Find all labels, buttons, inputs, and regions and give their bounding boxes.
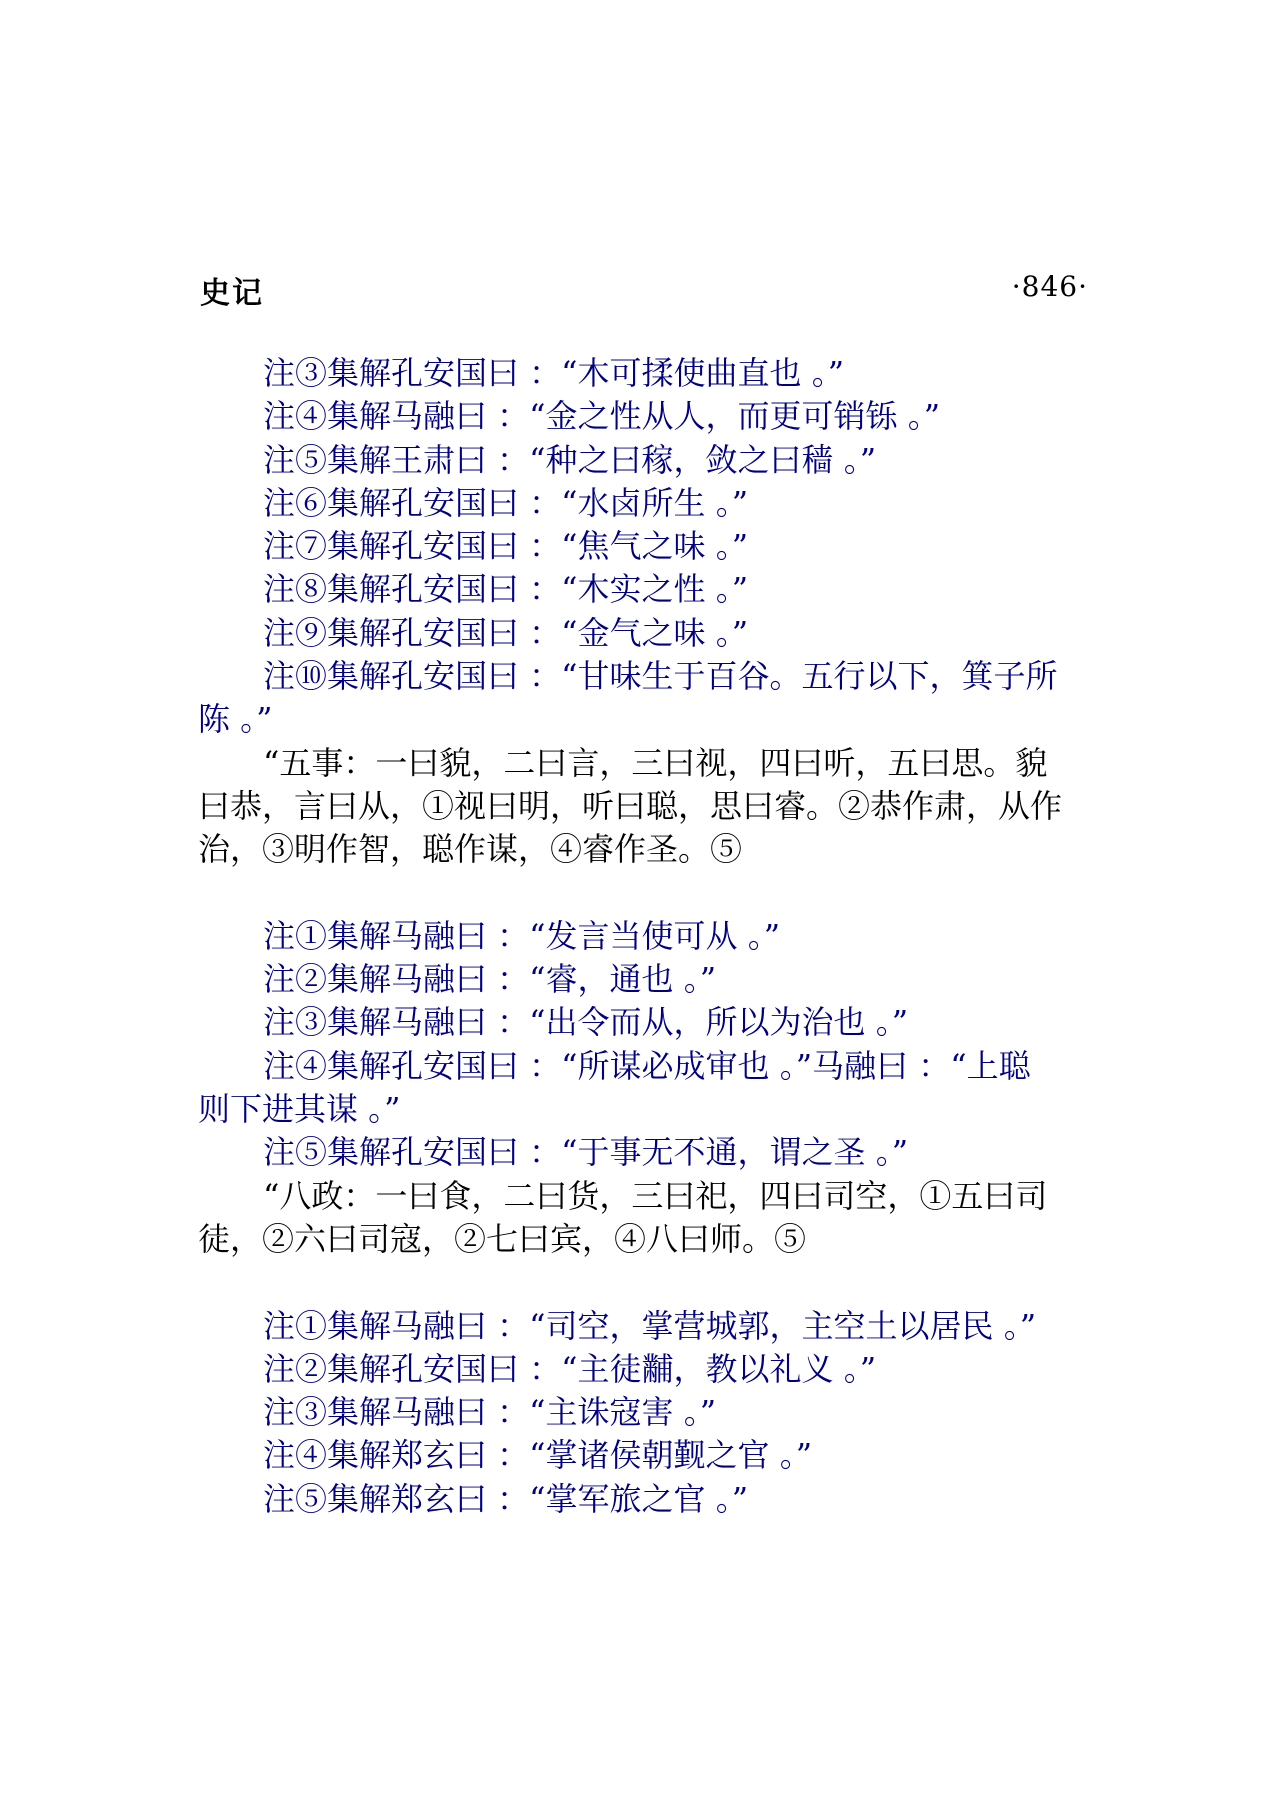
annotation-line: 注④集解马融曰 ：“金之性从人，而更可销铄 。” xyxy=(263,397,941,436)
text-line: 徒，②六曰司寇，②七曰宾，④八曰师。⑤ xyxy=(198,1219,807,1258)
annotation-line: 注⑤集解郑玄曰 ：“掌军旅之官 。” xyxy=(263,1479,749,1518)
page-number: ·846· xyxy=(1011,270,1088,303)
text-line: “八政：一曰食，二曰货，三曰祀，四曰司空，①五曰司 xyxy=(263,1176,1048,1215)
annotation-line: 注⑤集解孔安国曰 ：“于事无不通，谓之圣 。” xyxy=(263,1133,909,1172)
annotation-line: 注①集解马融曰 ：“司空，掌营城郭，主空土以居民 。” xyxy=(263,1306,1037,1345)
annotation-line: 注⑤集解王肃曰 ：“种之曰稼，敛之曰穑 。” xyxy=(263,440,877,479)
annotation-line: 注②集解孔安国曰 ：“主徒黼，教以礼义 。” xyxy=(263,1349,877,1388)
annotation-line: 注①集解马融曰 ：“发言当使可从 。” xyxy=(263,916,781,955)
annotation-line: 注③集解马融曰 ：“主诛寇害 。” xyxy=(263,1393,717,1432)
annotation-line: 陈 。” xyxy=(198,700,273,739)
paragraph-gap xyxy=(198,1261,1088,1304)
annotation-line: 注⑨集解孔安国曰 ：“金气之味 。” xyxy=(263,613,749,652)
annotation-line: 注②集解马融曰 ：“睿，通也 。” xyxy=(263,960,717,999)
annotation-line: 注④集解孔安国曰 ：“所谋必成审也 。”马融曰 ：“上聪 xyxy=(263,1046,1031,1085)
annotation-line: 注③集解马融曰 ：“出令而从，所以为治也 。” xyxy=(263,1003,909,1042)
paragraph-gap xyxy=(198,872,1088,915)
annotation-line: 注⑩集解孔安国曰 ：“甘味生于百谷。五行以下，箕子所 xyxy=(263,657,1058,696)
text-line: 治，③明作智，聪作谋，④睿作圣。⑤ xyxy=(198,830,743,869)
annotation-line: 注⑧集解孔安国曰 ：“木实之性 。” xyxy=(263,570,749,609)
annotation-line: 注⑦集解孔安国曰 ：“焦气之味 。” xyxy=(263,527,749,566)
text-line: “五事：一曰貌，二曰言，三曰视，四曰听，五曰思。貌 xyxy=(263,743,1048,782)
annotation-line: 注⑥集解孔安国曰 ：“水卤所生 。” xyxy=(263,483,749,522)
annotation-line: 则下进其谋 。” xyxy=(198,1090,401,1129)
text-line: 曰恭，言曰从，①视曰明，听曰聪，思曰睿。②恭作肃，从作 xyxy=(198,786,1063,825)
page-body xyxy=(198,352,1088,1521)
annotation-line: 注③集解孔安国曰 ：“木可揉使曲直也 。” xyxy=(263,354,845,392)
book-title: 史记 xyxy=(200,276,264,311)
annotation-line: 注④集解郑玄曰 ：“掌诸侯朝觐之官 。” xyxy=(263,1436,813,1475)
